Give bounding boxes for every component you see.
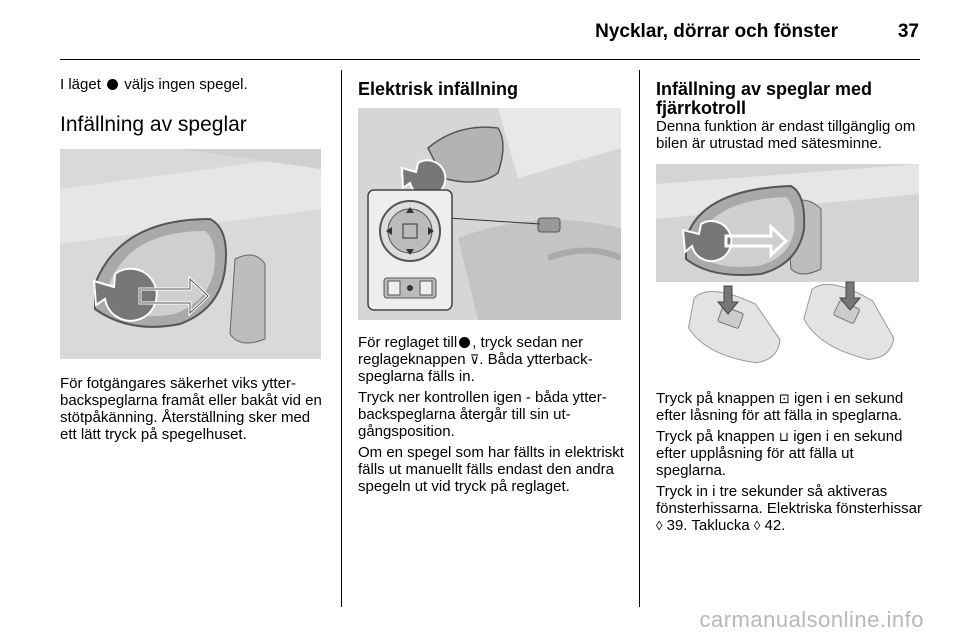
- unlock-icon: ⊔: [778, 429, 790, 444]
- instruction-unlock: Tryck på knappen ⊔ igen i en sekund efter upplåsning för att fälla ut speglarna.: [656, 428, 903, 479]
- fold-button-icon: ⊽: [469, 352, 480, 367]
- column-divider-1: [341, 70, 342, 607]
- mirror-fold-figure: [60, 149, 321, 359]
- section-heading: Elektrisk infällning: [358, 79, 519, 99]
- remote-illustration: [656, 164, 919, 374]
- instruction-1: För reglaget till , tryck sedan ner reglageknappen ⊽. Båda ytterbackspeglarna fälls in.: [358, 334, 593, 385]
- header-rule: [60, 59, 920, 60]
- page-number: 37: [897, 21, 919, 42]
- page-reference-link[interactable]: 39. Taklucka: [666, 517, 750, 534]
- remote-fold-figure: [656, 164, 919, 374]
- watermark: carmanualsonline.info: [699, 607, 924, 632]
- section-subtitle: Denna funktion är endast tillgänglig om bilen är utrustad med sätesminne.: [656, 118, 916, 152]
- page-reference-link[interactable]: 42.: [764, 517, 786, 534]
- instruction-3: Om en spegel som har fällts in elektriskt fälls ut manuellt fälls endast den andra spegeln ut vid tryck på reglaget.: [358, 444, 624, 495]
- page-header-title: Nycklar, dörrar och fönster: [595, 21, 838, 42]
- column-divider-2: [639, 70, 640, 607]
- column-3: [656, 70, 924, 534]
- section-heading: Infällning av speglar med fjärrkotroll: [656, 79, 873, 118]
- instruction-lock: Tryck på knappen ⊡ igen i en sekund efter låsning för att fälla in speglarna.: [656, 390, 904, 424]
- body-text: För fotgängares säkerhet viks ytterbackspeglarna framåt eller bakåt vid en stötpåkänning. Återställning sker med ett lätt tryck på spegelhuset.: [60, 375, 322, 443]
- position-dot-icon: [459, 337, 470, 348]
- lock-icon: ⊡: [778, 391, 790, 406]
- column-1: [60, 70, 328, 443]
- instruction-2: Tryck ner kontrollen igen - båda ytterbackspeglarna återgår till sin utgångsposition.: [358, 389, 607, 440]
- column-2: [358, 70, 626, 495]
- position-dot-icon: [107, 79, 118, 90]
- mirror-illustration: [60, 149, 321, 359]
- reference-arrow-icon: ◊: [753, 518, 761, 533]
- instruction-windows: Tryck in i tre sekunder så aktiveras fönsterhissarna. Elektriska fönsterhissar ◊ 39. Taklucka ◊ 42.: [656, 483, 922, 534]
- reference-arrow-icon: ◊: [656, 518, 663, 533]
- section-heading: Infällning av speglar: [60, 113, 247, 136]
- control-illustration: [358, 108, 621, 320]
- mirror-control-figure: [358, 108, 621, 320]
- intro-line: I läget väljs ingen spegel.: [60, 76, 248, 93]
